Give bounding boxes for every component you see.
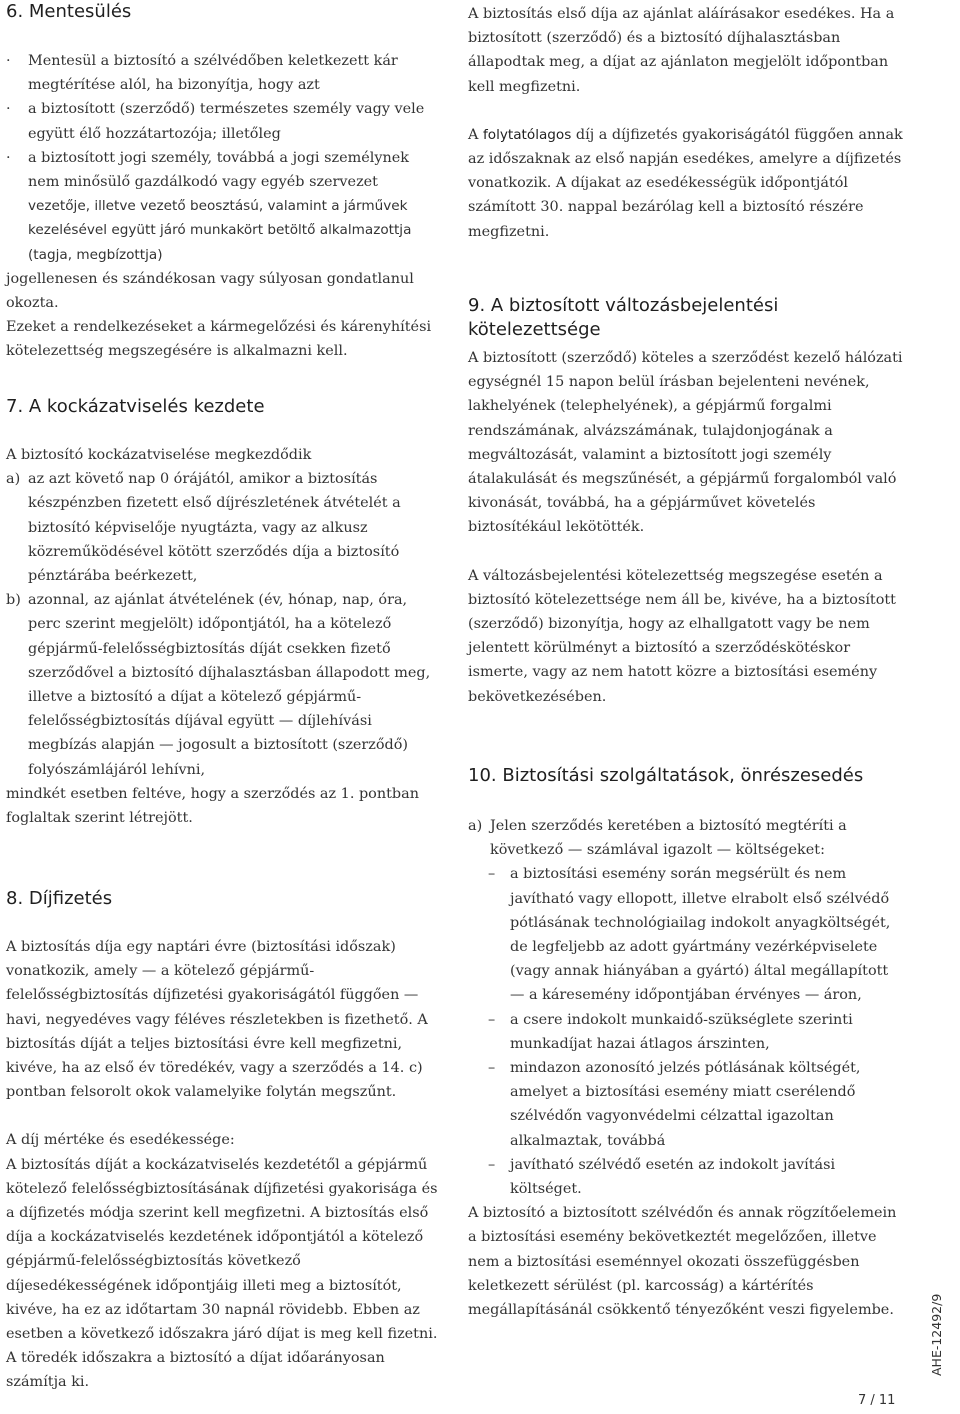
section-9-paragraph-1: A biztosított (szerződő) köteles a szerződést kezelő hálózati egységnél 15 napon belül írásban bejelenteni nevének, lakhelyének (telephelyének), a gépjármű forgalmi rendszámának, alvázszámának, tulajdonjogának a megváltozását, valamint a biztosított jogi személy átalakulását és megszűnését, a gépjármű forgalomból való kivonását, továbbá, ha a gépjárművet követelés biztosítékául lekötötték. bbox=[468, 350, 903, 536]
section-8-subheading: A díj mértéke és esedékessége: bbox=[6, 1132, 235, 1149]
list-item: · a biztosított (szerződő) természetes személy vagy vele együtt élő hozzátartozója; illetőleg bbox=[6, 97, 440, 145]
section-8-paragraph-1: A biztosítás díja egy naptári évre (biztosítási időszak) vonatkozik, amely — a kötelező gépjármű-felelősségbiztosítás díjfizetési gyakoriságától függően — havi, negyedéves vagy féléves részletekben is fizethető. A biztosítás díját a teljes biztosítási évre kell megfizetni, kivéve, ha az első év töredékév, vagy a szerződés a 14. c) pontban felsorolt okok valamelyike folytán megszűnt. bbox=[6, 939, 428, 1101]
list-item: – javítható szélvédő esetén az indokolt javítási költséget. bbox=[468, 1153, 904, 1201]
section-8-continued bbox=[468, 2, 904, 244]
section-7-title: 7. A kockázatviselés kezdete bbox=[6, 396, 265, 417]
section-7-body bbox=[6, 443, 440, 830]
section-8-continued-paragraph-2: A folytatólagos díj a díjfizetés gyakoriságától függően annak az időszaknak az első napján esedékes, amelyre a díjfizetés vonatkozik. A díjakat az esedékességük időpontjától számított 30. nappal bezárólag kell a biztosító részére megfizetni. bbox=[468, 126, 903, 240]
dash-icon: – bbox=[488, 1011, 496, 1028]
section-6-paragraph-2: Ezeket a rendelkezéseket a kármegelőzési és kárenyhítési kötelezettség megszegésére is alkalmazni kell. bbox=[6, 319, 432, 360]
section-6-body bbox=[6, 49, 440, 364]
section-10-body bbox=[468, 814, 904, 1322]
section-7-intro: A biztosító kockázatviselése megkezdődik bbox=[6, 447, 312, 463]
list-item: – a biztosítási esemény során megsérült és nem javítható vagy ellopott, illetve elrabolt első szélvédő pótlásának technológiailag indokolt anyagköltségét, de legfeljebb az adott gyártmány vezérképviselete (vagy annak hiányában a gyártó) által megállapított — a káresemény időpontjában érvényes — áron, bbox=[468, 862, 904, 1007]
section-6-after: jogellenesen és szándékosan vagy súlyosan gondatlanul okozta. bbox=[6, 270, 414, 312]
highlighted-term: folytatólagos bbox=[482, 126, 572, 143]
dash-icon: – bbox=[488, 866, 496, 883]
list-item: – a csere indokolt munkaidő-szükséglete szerinti munkadíjat hazai átlagos árszinten, bbox=[468, 1008, 904, 1056]
section-9-body bbox=[468, 346, 904, 709]
bullet-dot-icon: · bbox=[6, 53, 11, 69]
section-8-body bbox=[6, 935, 440, 1395]
section-6-title: 6. Mentesülés bbox=[6, 1, 132, 22]
dash-icon: – bbox=[488, 1060, 496, 1077]
section-9-title: 9. A biztosított változásbejelentési kötelezettsége bbox=[468, 295, 779, 340]
section-8-continued-paragraph-1: A biztosítás első díja az ajánlat aláírásakor esedékes. Ha a biztosított (szerződő) és a biztosító díjhalasztásban állapodtak meg, a díjat az ajánlaton megjelölt időpontban kell megfizetni. bbox=[468, 6, 895, 95]
section-10-title: 10. Biztosítási szolgáltatások, önrészesedés bbox=[468, 765, 864, 786]
bullet-dot-icon: · bbox=[6, 149, 11, 166]
section-8-paragraph-2: A biztosítás díját a kockázatviselés kezdetétől a gépjármű kötelező felelősségbiztosításának díjfizetési gyakorisága és a díjfizetés módja szerint kell megfizetni. A biztosítás első díja a kockázatviselés kezdetének időpontjától a kötelező gépjármű-felelősségbiztosítás következő díjesedékességének időpontjáig illeti meg a biztosítót, kivéve, ha ez az időtartam 30 napnál rövidebb. Ebben az esetben a következő időszakra járó díjat is meg kell fizetni. A töredék időszakra a biztosító a díjat időarányosan számítja ki. bbox=[6, 1156, 438, 1391]
dash-icon: – bbox=[488, 1156, 496, 1173]
section-7-outro: mindkét esetben feltéve, hogy a szerződés az 1. pontban foglaltak szerint létrejött. bbox=[6, 785, 419, 827]
list-item: b) azonnal, az ajánlat átvételének (év, hónap, nap, óra, perc szerint megjelölt) időpontjától, ha a kötelező gépjármű-felelősségbiztosítás díját csekken fizető szerződővel a biztosító díjhalasztásban állapodott meg, illetve a biztosító a díjat a kötelező gépjármű-felelősségbiztosítás díjával együtt — díjlehívási megbízás alapján — jogosult a biztosított (szerződő) folyószámlájáról lehívni, bbox=[6, 592, 431, 778]
section-6-subject: vezetője, illetve vezető beosztású, valamint a járművek kezelésével együtt járó munkakört betöltő alkalmazottja (tagja, megbízottja) bbox=[28, 198, 412, 263]
list-item: – mindazon azonosító jelzés pótlásának költségét, amelyet a biztosítási esemény miatt cserélendő szélvédőn vagyonvédelmi célzattal igazoltan alkalmaztak, továbbá bbox=[468, 1056, 904, 1153]
page-number: 7 / 11 bbox=[858, 1393, 896, 1408]
bullet-dot-icon: · bbox=[6, 101, 11, 118]
list-item: · Mentesül a biztosító a szélvédőben keletkezett kár megtérítése alól, ha bizonyítja, hogy azt bbox=[6, 49, 440, 97]
list-item: a) az azt követő nap 0 órájától, amikor a biztosítás készpénzben fizetett első díjrészletének átvételét a biztosító képviselője nyugtázta, vagy az alkusz közreműködésével kötött szerződés díja a biztosító pénztárába beérkezett, bbox=[6, 471, 401, 585]
document-code: AHE-12492/9 bbox=[929, 1293, 944, 1376]
section-9-paragraph-2: A változásbejelentési kötelezettség megszegése esetén a biztosító kötelezettsége nem áll be, kivéve, ha a biztosított (szerződő) bizonyítja, hogy az elhallgatott vagy be nem jelentett körülményt a biztosító a szerződéskötéskor ismerte, vagy az nem hatott közre a biztosítási esemény bekövetkezésében. bbox=[468, 567, 896, 705]
section-10-final: A biztosító a biztosított szélvédőn és annak rögzítőelemein a biztosítási esemény bekövetkeztét megelőzően, illetve nem a biztosítási eseménnyel okozati összefüggésben keletkezett sérülést (pl. karcosság) a kártérítés megállapításánál csökkentő tényezőként veszi figyelembe. bbox=[468, 1205, 897, 1319]
list-item: a) Jelen szerződés keretében a biztosító megtéríti a következő — számlával igazolt — költségeket: bbox=[468, 818, 847, 859]
list-item: · a biztosított jogi személy, továbbá a jogi személynek nem minősülő gazdálkodó vagy egyéb szervezet bbox=[6, 146, 440, 194]
section-8-title: 8. Díjfizetés bbox=[6, 888, 113, 909]
